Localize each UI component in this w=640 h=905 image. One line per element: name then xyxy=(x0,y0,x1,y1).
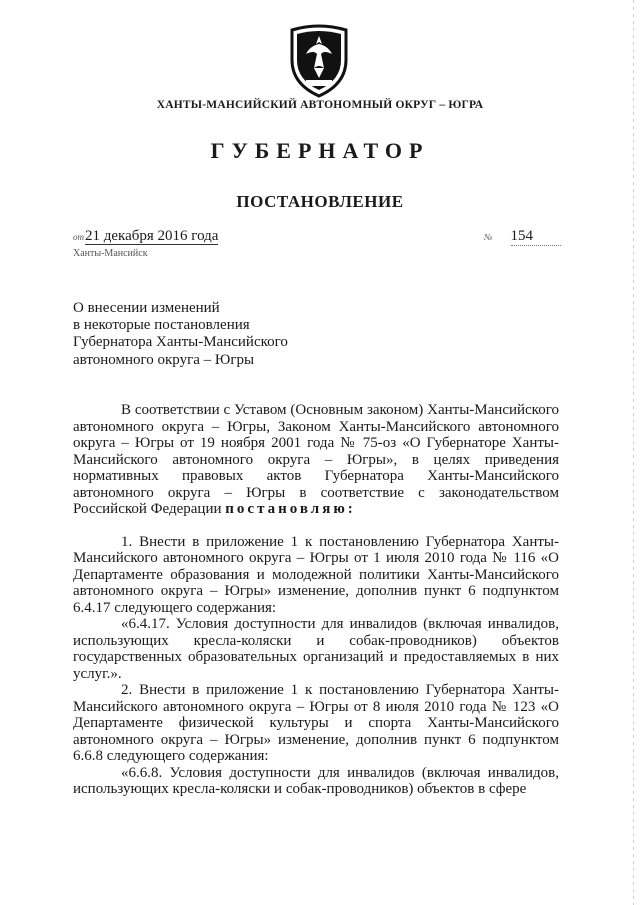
region-name: ХАНТЫ-МАНСИЙСКИЙ АВТОНОМНЫЙ ОКРУГ – ЮГРА xyxy=(156,99,484,111)
item-2-quote: «6.6.8. Условия доступности для инвалидов (включая инвалидов, использующих кресла-коляски и собак-проводников) объектов в сфере xyxy=(73,764,559,797)
number-sign: № xyxy=(484,232,493,242)
document-number xyxy=(484,228,561,246)
subject-block xyxy=(73,300,288,369)
date-prefix: от xyxy=(73,232,84,242)
city-name: Ханты-Мансийск xyxy=(73,248,148,259)
coat-of-arms-emblem xyxy=(284,24,354,98)
subject-line: О внесении изменений xyxy=(73,300,220,316)
item-1-quote: «6.4.17. Условия доступности для инвалидов (включая инвалидов, использующих кресла-коляски и собак-проводников) объектов государственных образовательных организаций и предоставляемых в них услуг.». xyxy=(73,616,559,682)
number-value: 154 xyxy=(511,228,561,246)
date-value: 21 декабря 2016 года xyxy=(85,228,219,244)
subject-line: Губернатора Ханты-Мансийского xyxy=(73,334,288,351)
authority-title: ГУБЕРНАТОР xyxy=(210,138,430,163)
preamble-text: В соответствии с Уставом (Основным законом) Ханты-Мансийского автономного округа – Югры, Законом Ханты-Мансийского автономного округа – Югры от 19 ноября 2001 года № 75-оз «О Губернаторе Ханты-Мансийского автономного округа – Югры», в целях приведения нормативных правовых актов Губернатора Ханты-Мансийского автономного округа – Югры в соответствие с законодательством Российской Федерации xyxy=(73,402,559,517)
document-date xyxy=(73,228,218,245)
preamble-paragraph xyxy=(73,402,559,518)
document-body xyxy=(73,402,559,798)
item-2-paragraph: 2. Внести в приложение 1 к постановлению Губернатора Ханты-Мансийского автономного округа – Югры от 8 июля 2010 года № 123 «О Департаменте физической культуры и спорта Ханты-Мансийского автономного округа – Югры» изменение, дополнив пункт 6 подпунктом 6.6.8 следующего содержания: xyxy=(73,682,559,764)
item-1-paragraph: 1. Внести в приложение 1 к постановлению Губернатора Ханты-Мансийского автономного округа – Югры от 1 июля 2010 года № 116 «О Департаменте образования и молодежной политики Ханты-Мансийского автономного округа – Югры» изменение, дополнив пункт 6 подпунктом 6.4.17 следующего содержания: xyxy=(73,533,559,616)
resolve-word: постановляю: xyxy=(225,501,356,517)
subject-line: в некоторые постановления xyxy=(73,317,250,334)
scan-edge-line xyxy=(633,0,634,905)
subject-line: автономного округа – Югры xyxy=(73,351,255,368)
document-type: ПОСТАНОВЛЕНИЕ xyxy=(236,192,404,211)
